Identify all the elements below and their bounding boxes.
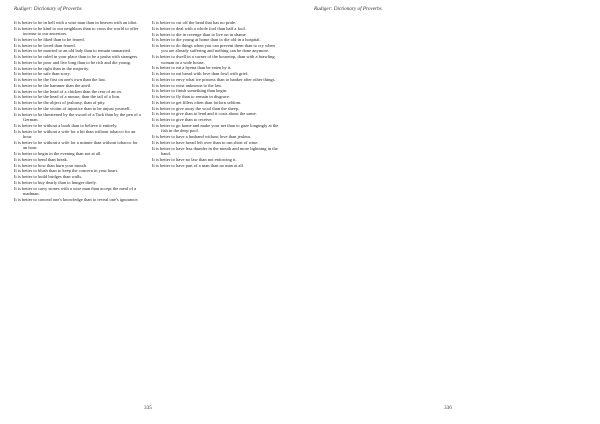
proverb-entry: It is better to give away the wool than the sheep.	[152, 105, 240, 111]
proverb-entry: It is better to blush than to keep the concern in your heart.	[14, 168, 119, 174]
proverb-entry: It is better to fly than to remain in disgrace.	[152, 94, 230, 100]
proverb-entry: It is better to give than to receive.	[152, 117, 213, 123]
proverb-entry: It is better to exist unknown to the law.	[152, 82, 223, 88]
proverb-entry: It is better to be right than in the majority.	[14, 65, 90, 71]
proverb-entry: It is better to be in hell with a wise man than in heaven with an idiot.	[14, 20, 138, 25]
proverb-entry: It is better to die in revenge than to live on in shame.	[152, 31, 247, 37]
proverb-entry: It is better to be poor and live long than to be rich and die young.	[14, 59, 131, 65]
proverb-entry: It is better to have no law than not enforcing it.	[152, 156, 237, 162]
proverb-entry: It is better to be safe than sorry.	[14, 71, 71, 77]
proverb-entry: It is better to deal with a whole fool than half a fool.	[152, 25, 246, 31]
left-page-column-1	[14, 20, 142, 203]
page-number-right: 336	[444, 405, 452, 411]
proverb-entry: It is better to be without a wife for a bit than without tobacco for an hour.	[14, 128, 136, 140]
proverb-entry: It is better to be liked than to be feared.	[14, 36, 85, 42]
proverb-entry: It is better to build bridges than walls.	[14, 174, 83, 180]
proverb-entry: It is better to conceal one's knowledge than to reveal one's ignorance.	[14, 196, 139, 202]
proverb-entry: It is better to die young at home than to die old in a hospital.	[152, 37, 261, 43]
proverb-entry: It is better to eat bread with love than fowl with grief.	[152, 71, 249, 77]
proverb-entry: It is better to go home and make your net than to gaze longingly at the fish in the deep pool.	[152, 122, 279, 134]
proverb-entry: It is better to carry stones with a wise man than accept the meal of a madman.	[14, 185, 137, 197]
proverb-entry: It is better to have a husband without love than jealous.	[152, 134, 252, 140]
running-head-left: Rudiger: Dictionary of Proverbs	[14, 6, 82, 12]
proverb-entry: It is better to be the head of a chicken than the rear of an ox.	[14, 88, 123, 94]
proverb-entry: It is better to have less thunder in the mouth and more lightning in the hand.	[152, 145, 278, 157]
proverb-entry: It is better to be threatened by the sword of a Turk than by the pen of a German.	[14, 111, 141, 123]
proverb-entry: It is better to eat a hyena than be eaten by it.	[152, 65, 232, 71]
proverb-entry: It is better to be the hammer than the anvil.	[14, 82, 92, 88]
proverb-entry: It is better to have part of a man than no man at all.	[152, 162, 244, 168]
proverb-entry: It is better to have bread left over than to run short of wine.	[152, 139, 259, 145]
proverb-entry: It is better to bow than burn your mouth.	[14, 162, 88, 168]
page-number-left: 335	[144, 405, 152, 411]
proverb-entry: It is better to buy dearly than to hunger direly.	[14, 179, 97, 185]
proverb-entry: It is better to cut off the head that has no pride.	[152, 20, 237, 25]
right-page	[300, 0, 600, 424]
proverb-entry: It is better to finish something than begin.	[152, 88, 228, 94]
proverb-entry: It is better to be kind to our neighbors than to cross the world to offer incense to our ancestors.	[14, 25, 139, 37]
proverb-entry: It is better to get fillers often than forlorn seldom.	[152, 99, 242, 105]
proverb-entry: It is better to be married to an old lady than to remain unmarried.	[14, 48, 131, 54]
proverb-entry: It is better to be the head of a mouse, than the tail of a lion.	[14, 94, 121, 100]
running-head-right: Rudiger: Dictionary of Proverbs	[314, 6, 382, 12]
proverb-entry: It is better to give than to lend and it costs about the same.	[152, 111, 257, 117]
proverb-entry: It is better to dwell in a corner of the housetop, than with a brawling woman in a wide house.	[152, 54, 275, 65]
proverb-entry: It is better to be without a wife for a minute than without tobacco for an hour.	[14, 139, 138, 151]
proverb-entry: It is better to be loved than feared.	[14, 42, 76, 48]
proverb-entry: It is better to be the object of jealousy, than of pity.	[14, 100, 106, 106]
proverb-entry: It is better to be without a book than to believe it entirely.	[14, 122, 118, 128]
proverb-entry: It is better to do things when you can prevent them than to cry when you are already suffering and nothing can be done anymore.	[152, 43, 275, 54]
proverb-entry: It is better to be the first on one's own than the last.	[14, 77, 106, 83]
proverb-entry: It is better to be the victim of injustice than to be unjust yourself.	[14, 105, 131, 111]
proverb-entry: It is better to envy what we possess than to hanker after other things.	[152, 76, 276, 82]
proverb-entry: It is better to bend than break.	[14, 156, 68, 162]
left-page-column-2	[152, 20, 280, 168]
proverb-entry: It is better to be ruled in your place than to be a pasha with strangers.	[14, 54, 139, 60]
proverb-entry: It is better to begin in the evening than not at all.	[14, 151, 102, 157]
